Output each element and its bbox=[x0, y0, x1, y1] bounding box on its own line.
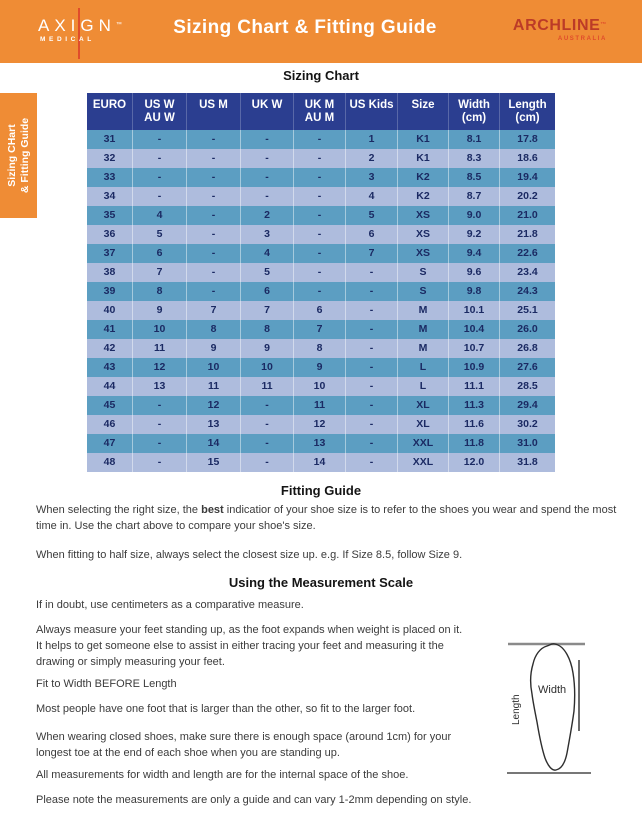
table-cell: 11 bbox=[293, 396, 345, 415]
table-cell: - bbox=[186, 244, 240, 263]
page-header bbox=[0, 0, 642, 63]
table-cell: 13 bbox=[186, 415, 240, 434]
table-cell: 40 bbox=[103, 304, 116, 316]
table-cell: - bbox=[186, 168, 240, 187]
table-cell: M bbox=[397, 301, 448, 320]
table-cell: 5 bbox=[132, 225, 186, 244]
table-cell: K1 bbox=[397, 149, 448, 168]
table-cell: 5 bbox=[345, 206, 397, 225]
table-cell: K2 bbox=[397, 187, 448, 206]
table-cell: 9.8 bbox=[448, 282, 499, 301]
table-cell: 14 bbox=[186, 434, 240, 453]
table-cell: - bbox=[132, 130, 186, 149]
measurement-paragraph-7: Please note the measurements are only a guide and can vary 1-2mm depending on style. bbox=[36, 794, 472, 806]
table-cell: XL bbox=[397, 415, 448, 434]
table-header-cell: US Kids bbox=[345, 93, 397, 130]
table-cell: XS bbox=[397, 225, 448, 244]
side-tab-label bbox=[0, 93, 37, 218]
axign-medical-logo bbox=[38, 6, 138, 58]
table-cell: XXL bbox=[397, 434, 448, 453]
table-cell: 2 bbox=[240, 206, 293, 225]
table-cell: - bbox=[293, 149, 345, 168]
table-cell: 45 bbox=[103, 399, 116, 411]
table-cell: 10 bbox=[186, 358, 240, 377]
measurement-paragraph-3: Fit to Width BEFORE Length bbox=[36, 678, 177, 690]
table-cell: - bbox=[345, 415, 397, 434]
table-cell: 9 bbox=[240, 339, 293, 358]
table-cell: - bbox=[240, 434, 293, 453]
measurement-paragraph-5: When wearing closed shoes, make sure there is enough space (around 1cm) for your longest toe at the end of each shoe when you are standing up. bbox=[36, 731, 452, 759]
table-cell: 43 bbox=[103, 361, 116, 373]
fitting-guide-paragraph-2: When fitting to half size, always select the closest size up. e.g. If Size 8.5, follow Size 9. bbox=[36, 549, 463, 561]
table-cell: 34 bbox=[103, 190, 116, 202]
table-cell: 7 bbox=[345, 244, 397, 263]
table-cell: 35 bbox=[103, 209, 116, 221]
table-cell: 13 bbox=[132, 377, 186, 396]
table-cell: 41 bbox=[103, 323, 116, 335]
archline-trademark: ™ bbox=[600, 22, 607, 28]
table-row bbox=[87, 225, 555, 244]
table-cell: - bbox=[186, 149, 240, 168]
measurement-scale-heading: Using the Measurement Scale bbox=[228, 575, 414, 590]
table-cell: - bbox=[240, 168, 293, 187]
table-cell: 46 bbox=[103, 418, 116, 430]
paragraph-text: When selecting the right size, the bbox=[36, 504, 202, 516]
page-title: Sizing Chart & Fitting Guide bbox=[173, 17, 437, 38]
foot-outline bbox=[531, 644, 575, 770]
table-cell: 11 bbox=[132, 339, 186, 358]
table-cell: K1 bbox=[397, 130, 448, 149]
table-cell: 11.1 bbox=[448, 377, 499, 396]
table-cell: 11 bbox=[240, 377, 293, 396]
measurement-paragraph-2: Always measure your feet standing up, as the foot expands when weight is placed on it. It helps to get someone else to assist in either tracing your feet and measuring it the drawing or simply measuring your feet. bbox=[36, 624, 463, 668]
table-cell: 42 bbox=[103, 342, 116, 354]
table-cell: - bbox=[240, 415, 293, 434]
table-cell: - bbox=[345, 453, 397, 472]
table-cell: 21.0 bbox=[499, 206, 555, 225]
width-label: Width bbox=[538, 684, 567, 696]
sizing-chart-table bbox=[87, 93, 555, 472]
table-cell: 47 bbox=[103, 437, 116, 449]
table-cell: 7 bbox=[240, 301, 293, 320]
table-cell: 29.4 bbox=[499, 396, 555, 415]
table-cell: 32 bbox=[103, 152, 116, 164]
table-cell: 15 bbox=[186, 453, 240, 472]
table-cell: 4 bbox=[132, 206, 186, 225]
archline-logo bbox=[502, 17, 607, 42]
table-cell: 17.8 bbox=[499, 130, 555, 149]
table-cell: 12.0 bbox=[448, 453, 499, 472]
table-header-cell: UK W bbox=[240, 93, 293, 130]
table-cell: 7 bbox=[132, 263, 186, 282]
table-cell: 48 bbox=[103, 456, 116, 468]
table-cell: 10.9 bbox=[448, 358, 499, 377]
table-row bbox=[87, 187, 555, 206]
table-row bbox=[87, 263, 555, 282]
axign-trademark: ™ bbox=[115, 22, 122, 28]
table-cell: 7 bbox=[186, 301, 240, 320]
table-cell: 33 bbox=[103, 171, 116, 183]
table-cell: 25.1 bbox=[499, 301, 555, 320]
table-cell: 5 bbox=[240, 263, 293, 282]
table-cell: 23.4 bbox=[499, 263, 555, 282]
table-cell: - bbox=[186, 225, 240, 244]
table-cell: 10.7 bbox=[448, 339, 499, 358]
table-cell: 12 bbox=[293, 415, 345, 434]
table-cell: 21.8 bbox=[499, 225, 555, 244]
side-tab bbox=[0, 93, 37, 218]
table-row bbox=[87, 415, 555, 434]
table-cell: L bbox=[397, 377, 448, 396]
table-cell: 22.6 bbox=[499, 244, 555, 263]
measurement-paragraph-4: Most people have one foot that is larger than the other, so fit to the larger foot. bbox=[36, 703, 416, 715]
table-header-cell: EURO bbox=[92, 99, 127, 111]
table-cell: 1 bbox=[345, 130, 397, 149]
table-cell: XS bbox=[397, 206, 448, 225]
table-cell: - bbox=[345, 434, 397, 453]
table-header-cell: US M bbox=[186, 93, 240, 130]
table-cell: - bbox=[293, 187, 345, 206]
table-cell: 6 bbox=[293, 301, 345, 320]
table-cell: - bbox=[345, 263, 397, 282]
measurement-paragraph-6: All measurements for width and length are for the internal space of the shoe. bbox=[36, 769, 409, 781]
table-cell: - bbox=[186, 130, 240, 149]
measurement-paragraph-1: If in doubt, use centimeters as a comparative measure. bbox=[36, 599, 304, 611]
table-cell: - bbox=[293, 206, 345, 225]
table-cell: - bbox=[240, 149, 293, 168]
table-cell: 31.8 bbox=[499, 453, 555, 472]
table-cell: - bbox=[132, 168, 186, 187]
table-cell: 12 bbox=[186, 396, 240, 415]
table-cell: 8.7 bbox=[448, 187, 499, 206]
table-cell: 10.4 bbox=[448, 320, 499, 339]
table-cell: 8 bbox=[132, 282, 186, 301]
table-cell: 10 bbox=[240, 358, 293, 377]
archline-logo-subtext: AUSTRALIA bbox=[557, 36, 607, 42]
table-cell: 20.2 bbox=[499, 187, 555, 206]
table-cell: 2 bbox=[345, 149, 397, 168]
table-cell: 36 bbox=[103, 228, 116, 240]
table-cell: - bbox=[345, 339, 397, 358]
table-row bbox=[87, 339, 555, 358]
table-row bbox=[87, 301, 555, 320]
table-row bbox=[87, 206, 555, 225]
table-cell: - bbox=[132, 453, 186, 472]
table-cell: XXL bbox=[397, 453, 448, 472]
table-header-cell: Width (cm) bbox=[448, 93, 499, 130]
table-row bbox=[87, 396, 555, 415]
table-header-cell: UK M AU M bbox=[293, 93, 345, 130]
table-cell: 4 bbox=[240, 244, 293, 263]
table-row bbox=[87, 377, 555, 396]
table-cell: - bbox=[132, 434, 186, 453]
table-cell: - bbox=[345, 282, 397, 301]
table-cell: S bbox=[397, 263, 448, 282]
table-cell: 4 bbox=[345, 187, 397, 206]
archline-logo-text: ARCHLINE bbox=[512, 17, 601, 34]
table-cell: - bbox=[186, 206, 240, 225]
table-cell: 26.8 bbox=[499, 339, 555, 358]
table-cell: 9 bbox=[293, 358, 345, 377]
table-row bbox=[87, 282, 555, 301]
table-cell: - bbox=[345, 320, 397, 339]
table-header-cell: US W AU W bbox=[132, 93, 186, 130]
sizing-chart-heading: Sizing Chart bbox=[283, 68, 359, 83]
table-cell: 11.8 bbox=[448, 434, 499, 453]
table-cell: 8 bbox=[240, 320, 293, 339]
table-row bbox=[87, 244, 555, 263]
table-cell: 11.3 bbox=[448, 396, 499, 415]
table-cell: 12 bbox=[132, 358, 186, 377]
axign-logo-text bbox=[38, 17, 138, 34]
table-cell: 9 bbox=[132, 301, 186, 320]
table-cell: - bbox=[240, 187, 293, 206]
table-cell: 3 bbox=[240, 225, 293, 244]
table-row bbox=[87, 168, 555, 187]
table-cell: 44 bbox=[103, 380, 116, 392]
table-header-row bbox=[87, 93, 555, 130]
table-cell: 28.5 bbox=[499, 377, 555, 396]
side-tab-line1: Sizing CHart bbox=[6, 124, 18, 187]
table-cell: 8.3 bbox=[448, 149, 499, 168]
table-cell: - bbox=[240, 453, 293, 472]
table-row bbox=[87, 434, 555, 453]
table-cell: 8 bbox=[293, 339, 345, 358]
table-row bbox=[87, 320, 555, 339]
table-cell: - bbox=[345, 377, 397, 396]
table-cell: 39 bbox=[103, 285, 116, 297]
table-cell: - bbox=[240, 396, 293, 415]
table-cell: 13 bbox=[293, 434, 345, 453]
table-header-cell: Length (cm) bbox=[499, 93, 555, 130]
table-cell: 9.6 bbox=[448, 263, 499, 282]
table-cell: 10 bbox=[293, 377, 345, 396]
table-cell: - bbox=[345, 358, 397, 377]
length-label: Length bbox=[511, 694, 522, 725]
table-cell: - bbox=[132, 187, 186, 206]
table-cell: 3 bbox=[345, 168, 397, 187]
table-cell: L bbox=[397, 358, 448, 377]
table-cell: 7 bbox=[293, 320, 345, 339]
table-cell: - bbox=[345, 396, 397, 415]
table-cell: 37 bbox=[103, 247, 116, 259]
table-cell: 9.2 bbox=[448, 225, 499, 244]
table-cell: 30.2 bbox=[499, 415, 555, 434]
table-row bbox=[87, 130, 555, 149]
table-body bbox=[87, 130, 555, 472]
table-cell: 27.6 bbox=[499, 358, 555, 377]
table-cell: 9 bbox=[186, 339, 240, 358]
table-row bbox=[87, 358, 555, 377]
paragraph-text: indicatior of your shoe size is to refer to the shoes you wear and spend the most time in. Use the chart above to compare your shoe's size. bbox=[36, 504, 617, 532]
table-cell: 26.0 bbox=[499, 320, 555, 339]
table-cell: - bbox=[293, 168, 345, 187]
table-cell: - bbox=[240, 130, 293, 149]
fitting-guide-paragraph-1 bbox=[36, 502, 624, 534]
table-cell: 8.5 bbox=[448, 168, 499, 187]
table-header-cell: Size bbox=[397, 93, 448, 130]
side-tab-line2: & Fitting Guide bbox=[18, 117, 31, 194]
table-cell: - bbox=[293, 225, 345, 244]
table-cell: 6 bbox=[345, 225, 397, 244]
table-cell: 18.6 bbox=[499, 149, 555, 168]
table-cell: - bbox=[186, 282, 240, 301]
table-cell: 8 bbox=[186, 320, 240, 339]
table-cell: K2 bbox=[397, 168, 448, 187]
table-cell: - bbox=[293, 244, 345, 263]
table-cell: 11 bbox=[186, 377, 240, 396]
table-cell: 8.1 bbox=[448, 130, 499, 149]
paragraph-bold-text: best bbox=[201, 504, 224, 516]
axign-wordmark: AXIGN bbox=[38, 16, 116, 35]
table-cell: - bbox=[345, 301, 397, 320]
table-cell: 10.1 bbox=[448, 301, 499, 320]
table-cell: - bbox=[186, 187, 240, 206]
table-cell: - bbox=[132, 396, 186, 415]
axign-logo-subtext: MEDICAL bbox=[40, 36, 95, 43]
table-cell: - bbox=[132, 149, 186, 168]
table-cell: M bbox=[397, 320, 448, 339]
table-cell: 24.3 bbox=[499, 282, 555, 301]
table-cell: 14 bbox=[293, 453, 345, 472]
table-cell: 6 bbox=[132, 244, 186, 263]
fitting-guide-heading: Fitting Guide bbox=[280, 483, 362, 498]
table-cell: M bbox=[397, 339, 448, 358]
table-cell: 10 bbox=[132, 320, 186, 339]
table-row bbox=[87, 149, 555, 168]
table-cell: S bbox=[397, 282, 448, 301]
table-cell: - bbox=[293, 130, 345, 149]
table-cell: - bbox=[293, 282, 345, 301]
foot-measurement-diagram bbox=[495, 633, 640, 785]
table-cell: - bbox=[293, 263, 345, 282]
table-cell: 9.4 bbox=[448, 244, 499, 263]
table-cell: - bbox=[186, 263, 240, 282]
table-cell: - bbox=[132, 415, 186, 434]
table-cell: XL bbox=[397, 396, 448, 415]
table-cell: 11.6 bbox=[448, 415, 499, 434]
table-cell: 38 bbox=[103, 266, 116, 278]
table-cell: 6 bbox=[240, 282, 293, 301]
table-row bbox=[87, 453, 555, 472]
table-cell: 31.0 bbox=[499, 434, 555, 453]
archline-wordmark bbox=[513, 17, 607, 34]
table-cell: 31 bbox=[103, 133, 116, 145]
table-cell: XS bbox=[397, 244, 448, 263]
table-cell: 9.0 bbox=[448, 206, 499, 225]
table-cell: 19.4 bbox=[499, 168, 555, 187]
